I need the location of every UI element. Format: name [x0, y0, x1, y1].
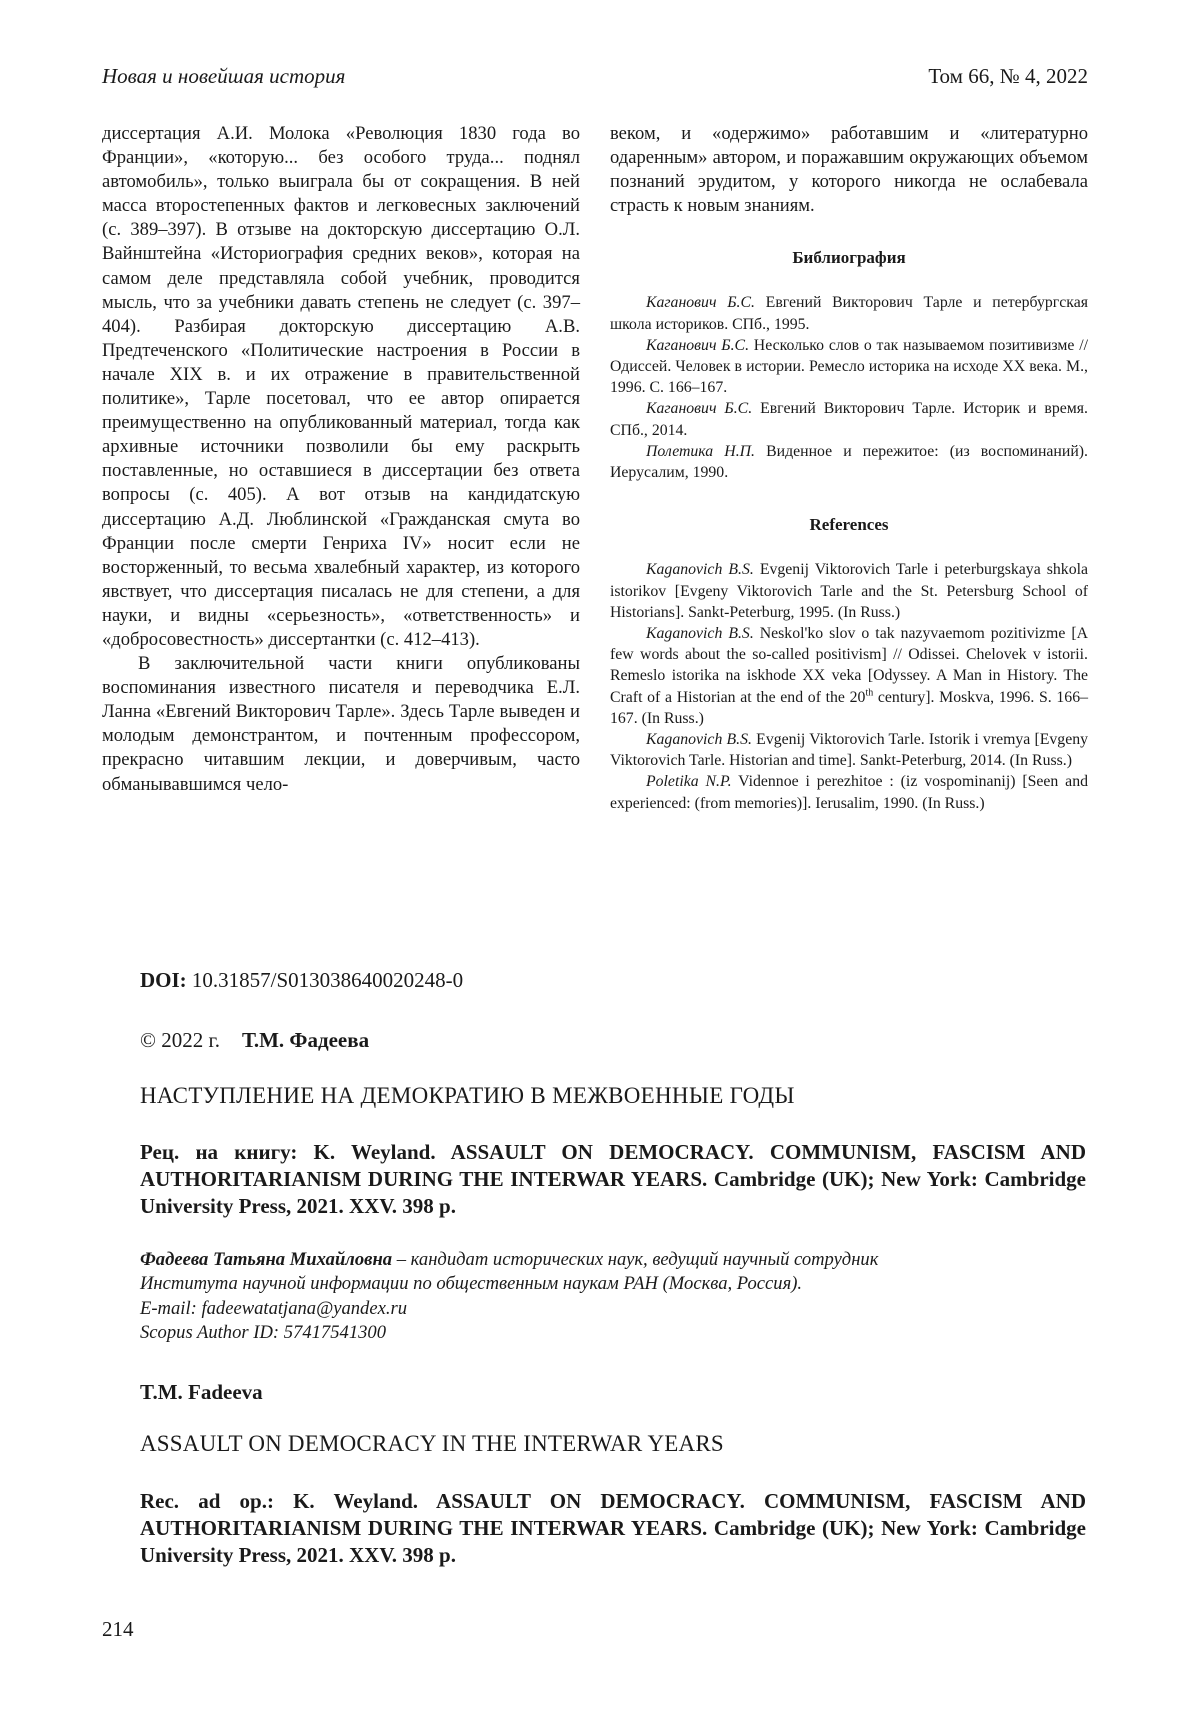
right-column: [610, 122, 1088, 814]
bibliography-entry: [610, 398, 1088, 440]
bib-text: Виденное и пережитое: (из воспоминаний). Иерусалим, 1990.: [610, 442, 1088, 482]
ref-text: century]. Moskva, 1996. S. 166–167. (In Russ.): [610, 688, 1088, 727]
bib-text: Евгений Викторович Тарле. Историк и время. СПб., 2014.: [610, 400, 1088, 439]
reference-entry: [610, 729, 1088, 771]
author-name-en: T.M. Fadeeva: [140, 1380, 263, 1404]
affiliation-author-name: Фадеева Татьяна Михайловна: [140, 1249, 393, 1270]
bib-author: Каганович Б.С.: [646, 294, 755, 312]
reference-entry: [610, 559, 1088, 623]
reference-entry: [610, 771, 1088, 813]
references-heading: References: [809, 515, 889, 535]
ref-text: Vidennoe i perezhitoe : (iz vospominanij) [Seen and experienced: (from memories)]. Ierusalim, 1990. (In Russ.): [610, 773, 1088, 812]
doi-value: 10.31857/S013038640020248-0: [186, 968, 464, 992]
article-title-ru: НАСТУПЛЕНИЕ НА ДЕМОКРАТИЮ В МЕЖВОЕННЫЕ ГОДЫ: [140, 1083, 795, 1108]
author-line-ru: [140, 1028, 369, 1053]
bibliography-entry: [610, 441, 1088, 483]
author-affiliation: [140, 1248, 1086, 1346]
author-name-ru: Т.М. Фадеева: [241, 1028, 370, 1052]
body-paragraph: В заключительной части книги опубликованы воспоминания известного писателя и переводчика Е.Л. Ланна «Евгений Викторович Тарле». Здесь Тарле выведен и молодым демонстрантом, и почтенным профессором, прекрасно читавшим лекции, и доверчивым, часто обманывавшимся чело-: [102, 653, 580, 795]
bibliography-entry: [610, 292, 1088, 334]
ref-author: Kaganovich B.S.: [646, 625, 754, 642]
review-citation-en: Rec. ad op.: K. Weyland. ASSAULT ON DEMOCRACY. COMMUNISM, FASCISM AND AUTHORITARIANISM DURING THE INTERWAR YEARS. Cambridge (UK); New York: Cambridge University Press, 2021. XXV. 398 p.: [140, 1489, 1086, 1567]
bib-text: Евгений Викторович Тарле и петербургская школа историков. СПб., 1995.: [610, 294, 1088, 333]
bibliography-heading: Библиография: [792, 248, 906, 268]
article-title-en: ASSAULT ON DEMOCRACY IN THE INTERWAR YEARS: [140, 1431, 724, 1456]
doi-label: DOI:: [140, 968, 187, 992]
ref-author: Kaganovich B.S.: [646, 561, 754, 579]
ref-superscript: th: [865, 687, 874, 699]
journal-name: Новая и новейшая история: [102, 64, 346, 88]
review-citation-ru: Рец. на книгу: K. Weyland. ASSAULT ON DEMOCRACY. COMMUNISM, FASCISM AND AUTHORITARIANISM DURING THE INTERWAR YEARS. Cambridge (UK); New York: Cambridge University Press, 2021. XXV. 398 p.: [140, 1140, 1086, 1218]
body-paragraph: веком, и «одержимо» работавшим и «литературно одаренным» автором, и поражавшим окружающих объемом познаний эрудитом, у которого никогда не ослабевала страсть к новым знаниям.: [610, 123, 1088, 217]
doi-line: [140, 968, 463, 993]
bib-author: Полетика Н.П.: [646, 442, 755, 460]
author-email: E-mail: fadeewatatjana@yandex.ru: [140, 1297, 408, 1319]
ref-text: Neskol'ko slov o tak nazyvaemom pozitivizme [A few words about the so-called positivism] // Odissei. Chelovek v istorii. Remeslo istorika na iskhode XX veka [Odyssey. A Man in History. The Craft of a Historian at the end of the 20: [610, 625, 1088, 706]
running-header: [102, 64, 1088, 92]
ref-author: Kaganovich B.S.: [646, 731, 752, 749]
bib-text: Несколько слов о так называемом позитивизме // Одиссей. Человек в истории. Ремесло историка на исходе XX века. М., 1996. С. 166–167.: [610, 336, 1088, 397]
affiliation-institute: Института научной информации по общественным наукам РАН (Москва, Россия).: [140, 1273, 803, 1295]
volume-issue: Том 66, № 4, 2022: [928, 64, 1088, 88]
copyright-year: © 2022 г.: [140, 1028, 220, 1052]
ref-text: Evgenij Viktorovich Tarle. Istorik i vremya [Evgeny Viktorovich Tarle. Historian and time]. Sankt-Peterburg, 2014. (In Russ.): [610, 731, 1089, 770]
bib-author: Каганович Б.С.: [646, 336, 750, 354]
ref-text: Evgenij Viktorovich Tarle i peterburgskaya shkola istorikov [Evgeny Viktorovich Tarle and the St. Petersburg School of Historians]. Sankt-Peterburg, 1995. (In Russ.): [610, 561, 1088, 621]
bibliography-entry: [610, 335, 1088, 399]
affiliation-line-1: [140, 1248, 1086, 1272]
reference-entry: [610, 623, 1088, 729]
page-number: 214: [102, 1617, 134, 1641]
bib-author: Каганович Б.С.: [646, 400, 753, 418]
affiliation-position: – кандидат исторических наук, ведущий научный сотрудник: [392, 1249, 879, 1270]
body-paragraph: диссертация А.И. Молока «Революция 1830 года во Франции», «которую... без особого труда... поднял автомобиль», только выиграла бы от сокращения. В ней масса второстепенных фактов и легковесных заключений (с. 389–397). В отзыве на докторскую диссертацию О.Л. Вайнштейна «Историография средних веков», которая на самом деле представляла собой учебник, проводится мысль, что за учебники давать степень не следует (с. 397–404). Разбирая докторскую диссертацию А.В. Предтеченского «Политические настроения в России в начале XIX в. и их отражение в правительственной политике», Тарле посетовал, что ее автор опирается преимущественно на опубликованный материал, тогда как архивные источники позволили бы ему раскрыть поставленные, но оставшиеся в диссертации без ответа вопросы (с. 405). А вот отзыв на кандидатскую диссертацию А.Д. Люблинской «Гражданская смута во Франции после смерти Генриха IV» носит если не восторженный, то весьма хвалебный характер, из которого явствует, что диссертация писалась не для степени, а для науки, и видны «серьезность», «ответственность» и «добросовестность» диссертантки (с. 412–413).: [102, 123, 580, 650]
scopus-id: Scopus Author ID: 57417541300: [140, 1322, 387, 1344]
left-column: [102, 122, 580, 797]
ref-author: Poletika N.P.: [646, 773, 732, 791]
